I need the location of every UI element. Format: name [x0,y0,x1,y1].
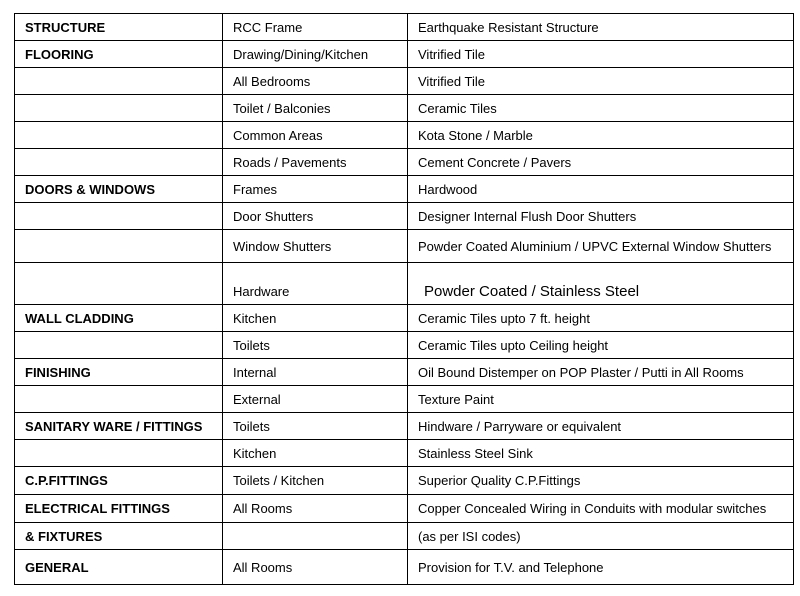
spec-cell: Hindware / Parryware or equivalent [408,413,794,440]
category-cell [15,386,223,413]
spec-cell: Stainless Steel Sink [408,440,794,467]
category-cell: SANITARY WARE / FITTINGS [15,413,223,440]
spec-cell: Vitrified Tile [408,68,794,95]
table-row [15,176,794,203]
spec-cell: Ceramic Tiles upto 7 ft. height [408,305,794,332]
item-cell: Internal [223,359,408,386]
category-cell: DOORS & WINDOWS [15,176,223,203]
item-cell: Toilets [223,332,408,359]
item-cell: Toilets [223,413,408,440]
item-cell: Toilet / Balconies [223,95,408,122]
spec-cell: Ceramic Tiles [408,95,794,122]
item-cell: External [223,386,408,413]
category-cell [15,203,223,230]
item-cell: Kitchen [223,305,408,332]
category-cell [15,440,223,467]
spec-cell: Designer Internal Flush Door Shutters [408,203,794,230]
table-row [15,386,794,413]
table-row [15,359,794,386]
item-cell: All Rooms [223,550,408,585]
spec-cell: Provision for T.V. and Telephone [408,550,794,585]
spec-cell: Oil Bound Distemper on POP Plaster / Putti in All Rooms [408,359,794,386]
spec-cell: Ceramic Tiles upto Ceiling height [408,332,794,359]
table-row [15,41,794,68]
category-cell: WALL CLADDING [15,305,223,332]
item-cell: RCC Frame [223,14,408,41]
spec-cell: Cement Concrete / Pavers [408,149,794,176]
table-row [15,467,794,495]
category-cell [15,149,223,176]
category-cell [15,263,223,305]
spec-cell: Earthquake Resistant Structure [408,14,794,41]
category-cell: STRUCTURE [15,14,223,41]
table-row [15,149,794,176]
category-cell [15,122,223,149]
item-cell: Roads / Pavements [223,149,408,176]
spec-cell: (as per ISI codes) [408,523,794,550]
table-row [15,550,794,585]
category-cell: & FIXTURES [15,523,223,550]
table-row [15,14,794,41]
item-cell [223,523,408,550]
category-cell: GENERAL [15,550,223,585]
table-row [15,523,794,550]
category-cell: FLOORING [15,41,223,68]
table-row [15,495,794,523]
spec-cell: Hardwood [408,176,794,203]
category-cell [15,68,223,95]
item-cell: All Rooms [223,495,408,523]
category-cell [15,230,223,263]
table-row [15,230,794,263]
item-cell: Hardware [223,263,408,305]
spec-cell: Texture Paint [408,386,794,413]
category-cell [15,332,223,359]
table-row [15,332,794,359]
spec-cell: Copper Concealed Wiring in Conduits with modular switches [408,495,794,523]
category-cell: FINISHING [15,359,223,386]
item-cell: Door Shutters [223,203,408,230]
spec-cell: Powder Coated Aluminium / UPVC External Window Shutters [408,230,794,263]
item-cell: Common Areas [223,122,408,149]
table-row [15,263,794,305]
item-cell: Frames [223,176,408,203]
table-row [15,68,794,95]
table-row [15,305,794,332]
table-row [15,122,794,149]
item-cell: Window Shutters [223,230,408,263]
category-cell [15,95,223,122]
item-cell: All Bedrooms [223,68,408,95]
category-cell: ELECTRICAL FITTINGS [15,495,223,523]
table-row [15,203,794,230]
specifications-table [14,13,794,585]
item-cell: Drawing/Dining/Kitchen [223,41,408,68]
spec-cell: Superior Quality C.P.Fittings [408,467,794,495]
item-cell: Kitchen [223,440,408,467]
spec-cell: Kota Stone / Marble [408,122,794,149]
table-row [15,413,794,440]
spec-cell: Vitrified Tile [408,41,794,68]
item-cell: Toilets / Kitchen [223,467,408,495]
category-cell: C.P.FITTINGS [15,467,223,495]
spec-cell: Powder Coated / Stainless Steel [408,263,794,305]
table-row [15,95,794,122]
table-row [15,440,794,467]
